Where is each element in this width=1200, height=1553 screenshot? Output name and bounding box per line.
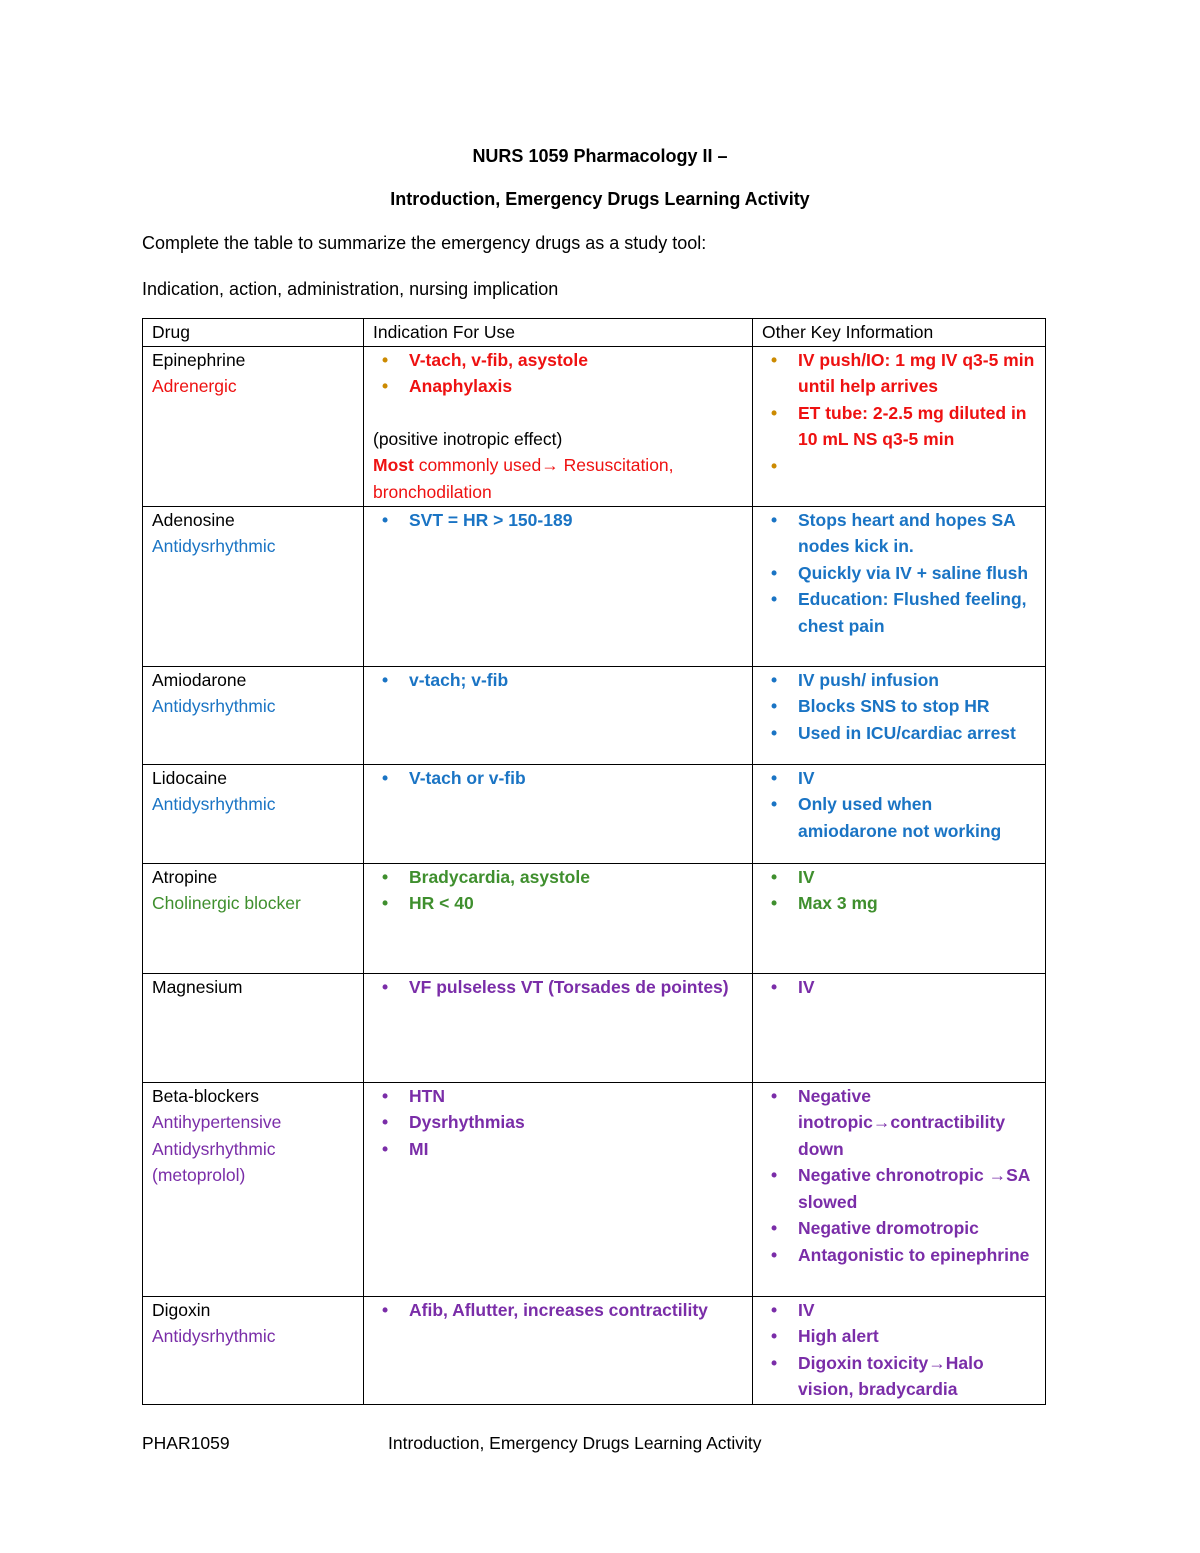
list-item — [798, 507, 1036, 560]
indication-list — [373, 765, 743, 792]
list-item: • High alert — [798, 1323, 1036, 1350]
indication-cell — [364, 764, 753, 863]
drug-cell — [143, 506, 364, 666]
other-info-cell — [753, 346, 1046, 506]
table-row-beta-blockers — [143, 1082, 1046, 1296]
drug-class: Adrenergic — [152, 376, 237, 396]
drug-cell — [143, 863, 364, 973]
footer-course-code: PHAR1059 — [142, 1433, 230, 1453]
footer-title: Introduction, Emergency Drugs Learning Activity — [388, 1433, 762, 1453]
list-item: • Anaphylaxis — [409, 373, 743, 400]
instruction-text: Complete the table to summarize the emergency drugs as a study tool: — [142, 233, 707, 253]
table-row-adenosine — [143, 506, 1046, 666]
list-item — [798, 586, 1036, 639]
indication-cell — [364, 346, 753, 506]
info-list — [762, 765, 1036, 845]
header-other-info: Other Key Information — [753, 319, 1046, 347]
list-item: • Dysrhythmias — [409, 1109, 743, 1136]
drug-name: Digoxin — [152, 1299, 211, 1320]
drug-name: Epinephrine — [152, 349, 246, 370]
list-item: • IV — [798, 1297, 1036, 1324]
indication-list — [373, 1083, 743, 1163]
emphasis-text: Education: — [798, 589, 889, 609]
header-drug: Drug — [143, 319, 364, 347]
other-info-cell — [753, 1082, 1046, 1296]
table-row-magnesium — [143, 973, 1046, 1082]
drug-cell — [143, 1082, 364, 1296]
list-item — [798, 560, 1036, 587]
info-text: + — [911, 562, 932, 583]
table-row-digoxin — [143, 1296, 1046, 1404]
drug-cell — [143, 666, 364, 764]
drug-class: Antidysrhythmic — [152, 1138, 276, 1159]
info-text: not working — [897, 820, 1002, 841]
list-item: • MI — [409, 1136, 743, 1163]
drug-cell — [143, 973, 364, 1082]
emphasis-text: saline flush — [931, 562, 1029, 583]
list-item: • HR < 40 — [409, 890, 743, 917]
info-list — [762, 1297, 1036, 1403]
table-row-atropine — [143, 863, 1046, 973]
list-item: • IV — [798, 765, 1036, 792]
emphasis-text: Only — [798, 794, 837, 814]
info-list — [762, 1083, 1036, 1269]
list-item: • Negative inotropic→contractibility down — [798, 1083, 1036, 1163]
emphasis-text: IV push/IO: — [798, 349, 891, 370]
table-row-amiodarone — [143, 666, 1046, 764]
drug-class: Cholinergic blocker — [152, 893, 301, 913]
info-text: used when — [836, 794, 933, 814]
other-info-cell — [753, 666, 1046, 764]
list-item: • v-tach; v-fib — [409, 667, 743, 694]
drug-name: Magnesium — [152, 976, 243, 997]
indication-list — [373, 974, 743, 1001]
indication-cell — [364, 666, 753, 764]
table-header-row — [143, 319, 1046, 347]
indication-cell — [364, 1082, 753, 1296]
other-info-cell — [753, 764, 1046, 863]
indication-list — [373, 347, 743, 400]
drug-class: Antidysrhythmic — [152, 536, 276, 556]
indication-cell — [364, 863, 753, 973]
list-item: • V-tach, v-fib, asystole — [409, 347, 743, 374]
indication-list — [373, 507, 743, 534]
other-info-cell — [753, 973, 1046, 1082]
list-item — [798, 791, 1036, 844]
list-item: • Antagonistic to epinephrine — [798, 1242, 1036, 1269]
info-text: 1 mg IV q3-5 min until help arrives — [798, 349, 1035, 396]
usage-text — [373, 452, 743, 505]
list-item: • Afib, Aflutter, increases contractility — [409, 1297, 743, 1324]
list-item: • IV — [798, 974, 1036, 1001]
document-subtitle: Introduction, Emergency Drugs Learning Activity — [390, 189, 810, 209]
list-item: • Bradycardia, asystole — [409, 864, 743, 891]
emphasis-text: IV — [895, 562, 912, 583]
list-item: • VF pulseless VT (Torsades de pointes) — [409, 974, 743, 1001]
list-item: • Digoxin toxicity→Halo vision, bradycardia — [798, 1350, 1036, 1403]
list-item: • Max 3 mg — [798, 890, 1036, 917]
drug-name: Atropine — [152, 866, 218, 887]
header-indication: Indication For Use — [364, 319, 753, 347]
list-item: • Negative chronotropic →SA slowed — [798, 1162, 1036, 1215]
list-item: • Used in ICU/cardiac arrest — [798, 720, 1036, 747]
drug-cell — [143, 764, 364, 863]
usage-detail: commonly used→ Resuscitation, bronchodilation — [373, 455, 674, 502]
document-title: NURS 1059 Pharmacology II – — [472, 146, 728, 166]
info-list — [762, 864, 1036, 917]
drug-class: Antihypertensive — [152, 1112, 282, 1132]
drug-cell — [143, 1296, 364, 1404]
indication-cell — [364, 973, 753, 1082]
indication-list — [373, 1297, 743, 1324]
list-item — [798, 347, 1036, 400]
info-list — [762, 347, 1036, 480]
drug-class: Antidysrhythmic — [152, 696, 276, 716]
indication-cell — [364, 1296, 753, 1404]
list-item: • V-tach or v-fib — [409, 765, 743, 792]
note-text: (positive inotropic effect) — [373, 428, 563, 449]
info-list — [762, 667, 1036, 747]
drug-name: Adenosine — [152, 509, 235, 530]
indication-list — [373, 667, 743, 694]
drug-example: (metoprolol) — [152, 1165, 246, 1185]
info-text: Stops heart and hopes — [798, 509, 992, 530]
info-text: kick in. — [849, 536, 914, 556]
emphasis-text: SA nodes — [798, 509, 1016, 556]
info-text: Flushed feeling, chest pain — [798, 589, 1027, 636]
list-item: • Negative dromotropic — [798, 1215, 1036, 1242]
info-list — [762, 507, 1036, 640]
emphasis-text: amiodarone — [798, 820, 898, 841]
drug-name: Beta-blockers — [152, 1085, 259, 1106]
indication-list — [373, 864, 743, 917]
drug-name: Lidocaine — [152, 767, 227, 788]
other-info-cell — [753, 863, 1046, 973]
table-row-lidocaine — [143, 764, 1046, 863]
drug-cell — [143, 346, 364, 506]
drug-class: Antidysrhythmic — [152, 1326, 276, 1346]
list-item: • IV push/ infusion — [798, 667, 1036, 694]
list-item: • Blocks SNS to stop HR — [798, 693, 1036, 720]
info-text: Quickly via — [798, 562, 896, 583]
list-item — [798, 453, 1036, 480]
subinstruction-text: Indication, action, administration, nursing implication — [142, 279, 559, 299]
list-item: • HTN — [409, 1083, 743, 1110]
drug-class: Antidysrhythmic — [152, 794, 276, 814]
emphasis-text: Most — [373, 455, 414, 475]
list-item — [798, 400, 1036, 453]
list-item: • IV — [798, 864, 1036, 891]
list-item: • SVT = HR > 150-189 — [409, 507, 743, 534]
emphasis-text: ET tube: — [798, 402, 868, 423]
indication-cell — [364, 506, 753, 666]
drug-name: Amiodarone — [152, 669, 247, 690]
other-info-cell — [753, 506, 1046, 666]
table-row-epinephrine — [143, 346, 1046, 506]
emergency-drugs-table — [142, 318, 1046, 1405]
other-info-cell — [753, 1296, 1046, 1404]
info-list — [762, 974, 1036, 1001]
info-text: 2-2.5 mg diluted in 10 mL NS q3-5 min — [798, 402, 1027, 449]
